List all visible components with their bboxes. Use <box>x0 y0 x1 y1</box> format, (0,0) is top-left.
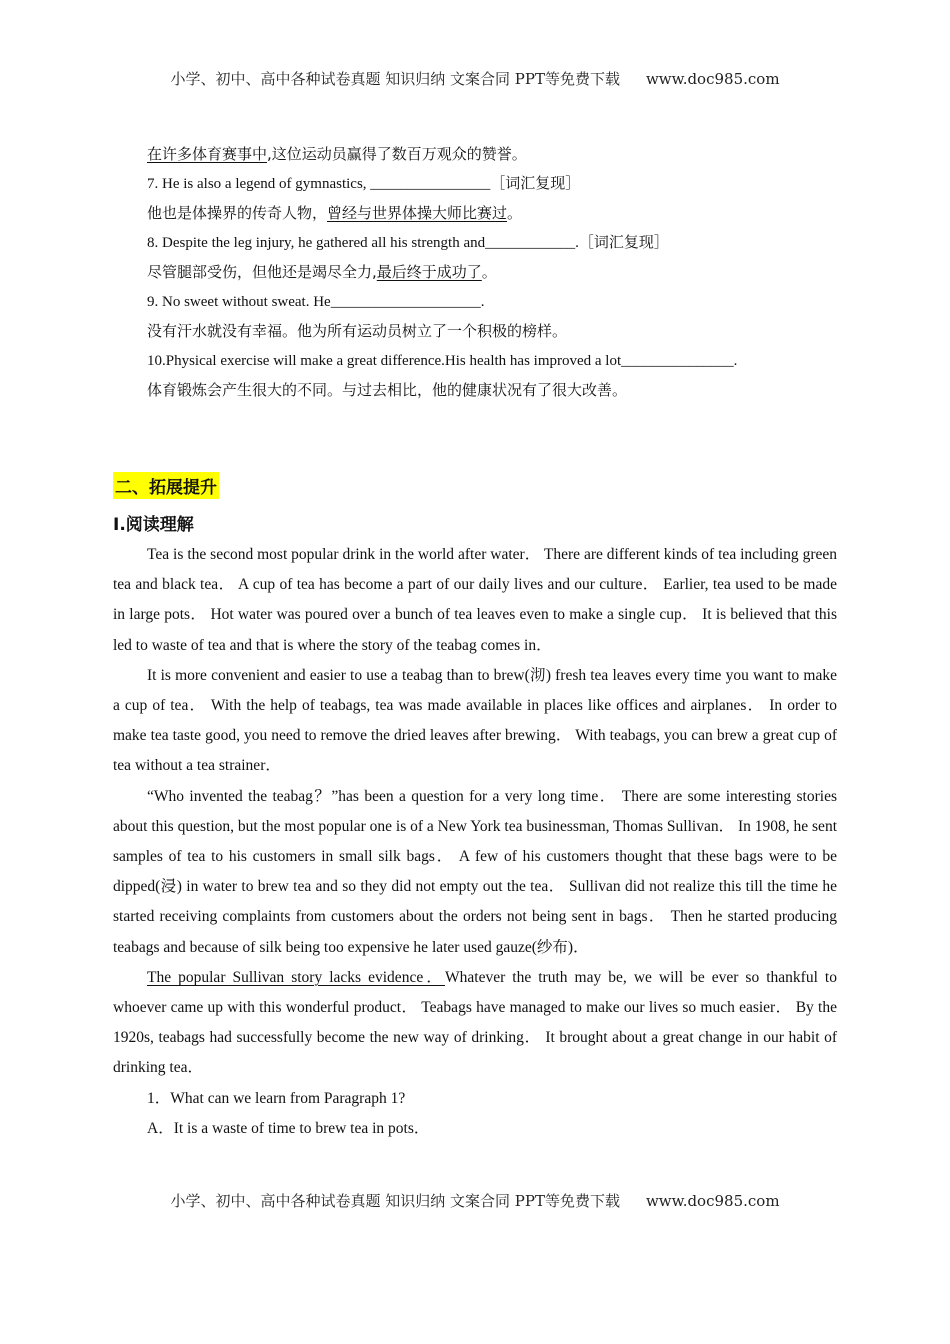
question-9-translation: 没有汗水就没有幸福。他为所有运动员树立了一个积极的榜样。 <box>147 322 568 340</box>
translation-text: 。 <box>507 204 523 222</box>
question-8-translation <box>113 258 837 288</box>
passage-paragraph-4 <box>113 963 837 1084</box>
underlined-sentence: The popular Sullivan story lacks evidence． <box>147 968 446 986</box>
passage-paragraph-3: “Who invented the teabag？”has been a question for a very long time． There are some interesting stories about this question, but the most popular one is of a New York tea businessman, Thomas Sullivan． In 1908, he sent samples of tea to his customers in small silk bags． A few of his customers thought that these bags were to be dipped(浸) in water to brew tea and so they did not empty out the tea． Sullivan did not realize this till the time he started receiving complaints from customers about the orders not being sent in bags． Then he started producing teabags and because of silk being too expensive he later used gauze(纱布)． <box>113 787 837 956</box>
underlined-phrase: 在许多体育赛事中 <box>147 145 268 163</box>
underlined-phrase: 最后终于成功了 <box>376 263 482 281</box>
comprehension-question-1: 1．What can we learn from Paragraph 1? <box>147 1089 406 1107</box>
page-header <box>0 68 950 89</box>
question-8: 8. Despite the leg injury, he gathered all his strength and____________.［词汇复现］ <box>147 234 669 251</box>
reading-passage <box>113 540 837 1144</box>
header-text: 小学、初中、高中各种试卷真题 知识归纳 文案合同 PPT等免费下载 <box>170 70 620 88</box>
section-subheading: I.阅读理解 <box>113 515 194 535</box>
underlined-phrase: 曾经与世界体操大师比赛过 <box>327 204 508 222</box>
question-10-translation: 体育锻炼会产生很大的不同。与过去相比，他的健康状况有了很大改善。 <box>147 381 628 399</box>
passage-paragraph-1: Tea is the second most popular drink in the world after water． There are different kinds of tea including green tea and black tea． A cup of tea has become a part of our daily lives and our culture． Earlier, tea used to be made in large pots． Hot water was poured over a bunch of tea leaves even to make a single cup． It is believed that this led to waste of tea and that is where the story of the teabag comes in． <box>113 546 837 654</box>
translation-text: ,这位运动员赢得了数百万观众的赞誉。 <box>267 145 527 163</box>
page-footer <box>0 1190 950 1211</box>
translation-text: 尽管腿部受伤，但他还是竭尽全力, <box>147 263 377 281</box>
question-9: 9. No sweet without sweat. He____________________. <box>147 293 485 310</box>
question-7: 7. He is also a legend of gymnastics, ________________［词汇复现］ <box>147 175 581 192</box>
section-heading: 二、拓展提升 <box>113 472 219 499</box>
passage-paragraph-2: It is more convenient and easier to use a teabag than to brew(沏) fresh tea leaves every time you want to make a cup of tea． With the help of teabags, tea was made available in places like offices and airplanes． In order to make tea taste good, you need to remove the dried leaves after brewing． With teabags, you can brew a great cup of tea without a tea strainer． <box>113 666 837 775</box>
translation-text: 。 <box>481 263 497 281</box>
translation-text: 他也是体操界的传奇人物， <box>147 204 328 222</box>
translation-line <box>113 140 837 170</box>
header-url[interactable]: www.doc985.com <box>645 70 780 88</box>
exercise-list <box>113 140 837 406</box>
question-7-translation <box>113 199 837 229</box>
footer-url[interactable]: www.doc985.com <box>645 1192 780 1210</box>
question-10: 10.Physical exercise will make a great difference.His health has improved a lot_______________. <box>147 352 738 369</box>
answer-option-a: A．It is a waste of time to brew tea in pots． <box>147 1119 430 1137</box>
paragraph-text: Whatever the truth may be, we will be ever so thankful to whoever came up with this wonderful product． Teabags have managed to make our lives so much easier． By the 1920s, teabags had successfully become the new way of drinking． It brought about a great change in our habit of drinking tea． <box>113 968 837 1077</box>
footer-text: 小学、初中、高中各种试卷真题 知识归纳 文案合同 PPT等免费下载 <box>170 1192 620 1210</box>
